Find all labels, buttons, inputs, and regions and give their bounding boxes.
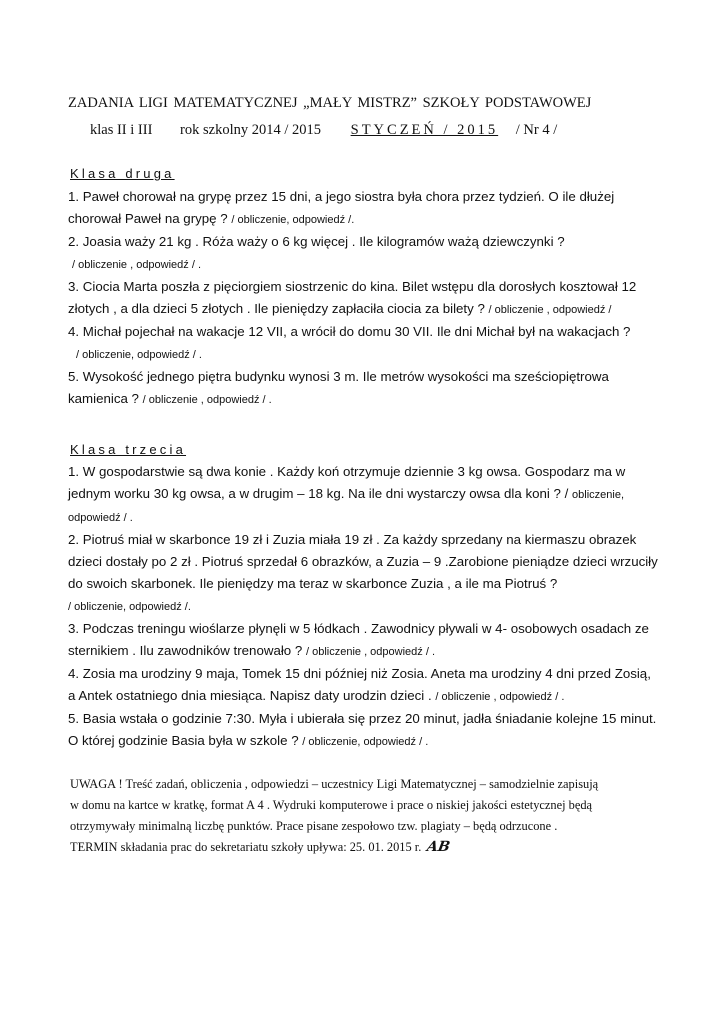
task-item [68, 461, 658, 529]
notice [70, 774, 650, 858]
notice-line: UWAGA ! Treść zadań, obliczenia , odpowiedzi – uczestnicy Ligi Matematycznej – samodzielnie zapisują [70, 777, 599, 791]
task-item [68, 618, 658, 663]
task-text: 4. Zosia ma urodziny 9 maja, Tomek 15 dni później niż Zosia. Aneta ma urodziny 4 dni przed Zosią, a Antek ostatniego dnia miesiąca. Napisz daty urodzin dzieci . [68, 666, 651, 703]
header-school-year: rok szkolny 2014 / 2015 [180, 122, 321, 138]
notice-deadline [70, 837, 650, 858]
header-title: ZADANIA LIGI MATEMATYCZNEJ „MAŁY MISTRZ” SZKOŁY PODSTAWOWEJ [68, 95, 592, 111]
task-note: obliczenie, odpowiedź / . [68, 489, 625, 524]
task-list-class2 [68, 186, 658, 411]
task-note: / obliczenie , odpowiedź / . [435, 691, 565, 703]
task-text: 2. Piotruś miał w skarbonce 19 zł i Zuzia miała 19 zł . Za każdy sprzedany na kiermaszu obrazek dzieci dostały po 2 zł . Piotruś sprzedał 6 obrazków, a Zuzia – 9 .Zarobione pieniądze dzieci wrzuciły do swoich skarbonek. Ile pieniędzy ma teraz w skarbonce Zuzia , a ile ma Piotruś ? [68, 532, 658, 591]
task-item [68, 366, 658, 411]
deadline-text: TERMIN składania prac do sekretariatu szkoły upływa: 25. 01. 2015 r. [70, 840, 422, 854]
task-text: 3. Podczas treningu wioślarze płynęli w 5 łódkach . Zawodnicy pływali w 4- osobowych osadach ze sternikiem . Ilu zawodników trenowało ? [68, 621, 649, 658]
header-subtitle [90, 122, 690, 139]
task-text: 5. Wysokość jednego piętra budynku wynosi 3 m. Ile metrów wysokości ma sześciopiętrowa kamienica ? [68, 369, 609, 406]
task-text: 2. Joasia waży 21 kg . Róża waży o 6 kg więcej . Ile kilogramów ważą dziewczynki ? [68, 234, 565, 249]
task-item [68, 529, 658, 618]
task-text: 1. Paweł chorował na grypę przez 15 dni, a jego siostra była chora przez tydzień. O ile dłużej chorował Paweł na grypę ? [68, 189, 615, 226]
task-item [68, 663, 658, 708]
task-list-class3 [68, 461, 658, 753]
task-note: / obliczenie, odpowiedź /. [231, 214, 355, 226]
task-note: / obliczenie, odpowiedź / . [302, 736, 429, 748]
handwritten-signature: AB [426, 839, 452, 855]
task-text: 1. W gospodarstwie są dwa konie . Każdy koń otrzymuje dziennie 3 kg owsa. Gospodarz ma w jednym worku 30 kg owsa, a w drugim – 18 kg. Na ile dni wystarczy owsa dla koni ? / [68, 464, 626, 501]
task-item [68, 321, 658, 366]
task-note: / obliczenie , odpowiedź / . [72, 259, 202, 271]
header-number: / Nr 4 / [515, 122, 558, 138]
task-note: / obliczenie , odpowiedź / . [142, 394, 272, 406]
header-classes: klas II i III [90, 122, 153, 138]
task-note: / obliczenie , odpowiedź / [488, 304, 612, 316]
task-text: 3. Ciocia Marta poszła z pięciorgiem siostrzenic do kina. Bilet wstępu dla dorosłych kosztował 12 złotych , a dla dzieci 5 złotych . Ile pieniędzy zapłaciła ciocia za bilety ? [68, 279, 637, 316]
task-item [68, 231, 658, 276]
task-item [68, 276, 658, 321]
task-note: / obliczenie, odpowiedź / . [76, 349, 202, 361]
section-title-class3: Klasa trzecia [70, 442, 187, 457]
task-item [68, 186, 658, 231]
notice-line: w domu na kartce w kratkę, format A 4 . Wydruki komputerowe i prace o niskiej jakości estetycznej będą [70, 798, 593, 812]
task-text: 5. Basia wstała o godzinie 7:30. Myła i ubierała się przez 20 minut, jadła śniadanie kolejne 15 minut. O której godzinie Basia była w szkole ? [68, 711, 657, 748]
section-title-class2: Klasa druga [70, 166, 175, 181]
task-item [68, 708, 658, 753]
task-text: 4. Michał pojechał na wakacje 12 VII, a wrócił do domu 30 VII. Ile dni Michał był na wakacjach ? [68, 324, 631, 339]
task-note: / obliczenie , odpowiedź / . [305, 646, 436, 658]
notice-line: otrzymywały minimalną liczbę punktów. Prace pisane zespołowo tzw. plagiaty – będą odrzucone . [70, 819, 558, 833]
task-note: / obliczenie, odpowiedź /. [68, 601, 191, 613]
header-month: STYCZEŃ / 2015 [350, 122, 499, 138]
